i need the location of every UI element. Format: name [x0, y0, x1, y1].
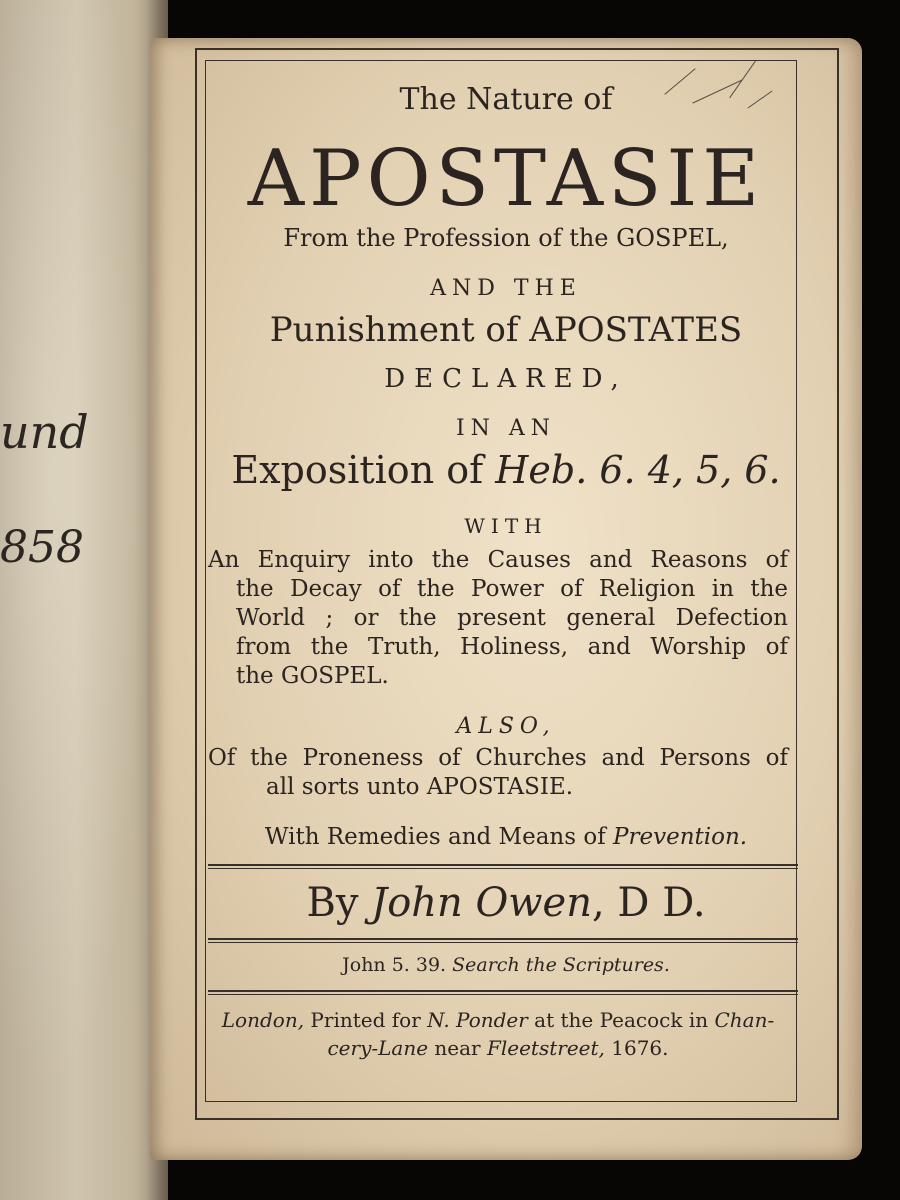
rule-line	[208, 868, 798, 869]
facing-leaf	[0, 0, 168, 1200]
imprint-year: 1676.	[604, 1036, 669, 1060]
imprint-line	[208, 1006, 788, 1034]
title-line-and-the: AND THE	[430, 276, 582, 301]
handwriting-fragment: und	[0, 405, 89, 459]
imprint-line	[208, 1034, 788, 1062]
title-line-punishment: Punishment of APOSTATES	[269, 310, 743, 350]
title-line-exposition	[150, 448, 862, 492]
proneness-line: Of the Proneness of Churches and Persons of	[208, 745, 788, 771]
title-line-also: ALSO,	[456, 714, 556, 739]
enquiry-line: World ; or the present general Defection	[236, 605, 788, 631]
imprint-printer: N. Ponder	[427, 1008, 528, 1032]
imprint-street: Fleetstreet,	[486, 1036, 605, 1060]
title-line-with: WITH	[464, 514, 548, 538]
remedies-text: With Remedies and Means of	[264, 824, 614, 850]
author-degree: , D D.	[591, 880, 706, 926]
epigraph-line	[150, 954, 862, 976]
imprint-text: Printed for	[304, 1008, 428, 1032]
proneness-paragraph	[208, 744, 788, 802]
imprint-text: at the Peacock in	[527, 1008, 715, 1032]
author-line	[150, 880, 862, 926]
enquiry-paragraph	[208, 546, 788, 691]
rule-line	[208, 864, 798, 866]
epigraph-reference: John 5. 39.	[342, 954, 453, 976]
author-by: By	[306, 880, 372, 926]
imprint-street: Chan-	[714, 1008, 775, 1032]
author-name: John Owen	[371, 880, 592, 926]
proneness-line: all sorts unto APOSTASIE.	[266, 774, 574, 800]
rule-line	[208, 942, 798, 943]
rule-line	[208, 990, 798, 992]
exposition-text: Exposition of	[231, 448, 496, 492]
imprint	[208, 1006, 788, 1062]
imprint-street: cery-Lane	[327, 1036, 429, 1060]
enquiry-line: An Enquiry into the Causes and Reasons of	[208, 547, 788, 573]
title-page	[150, 38, 862, 1160]
enquiry-line: from the Truth, Holiness, and Worship of	[236, 634, 788, 660]
title-line-declared: DECLARED,	[384, 364, 628, 394]
imprint-text: near	[428, 1036, 487, 1060]
rule-line	[208, 938, 798, 940]
enquiry-line: the Decay of the Power of Religion in the	[236, 576, 788, 602]
title-main-apostasie: APOSTASIE	[247, 134, 765, 224]
title-line-profession: From the Profession of the GOSPEL,	[283, 224, 729, 252]
handwriting-date-fragment: 858	[0, 522, 84, 573]
rule-line	[208, 994, 798, 995]
prevention-text: Prevention.	[613, 824, 748, 850]
epigraph-text: Search the Scriptures.	[452, 954, 670, 976]
imprint-city: London,	[221, 1008, 305, 1032]
enquiry-line: the GOSPEL.	[236, 663, 389, 689]
scripture-reference: Heb. 6. 4, 5, 6.	[495, 448, 781, 492]
title-line-remedies	[150, 824, 862, 850]
title-line-nature: The Nature of	[399, 82, 613, 117]
title-line-in-an: IN AN	[455, 416, 557, 441]
